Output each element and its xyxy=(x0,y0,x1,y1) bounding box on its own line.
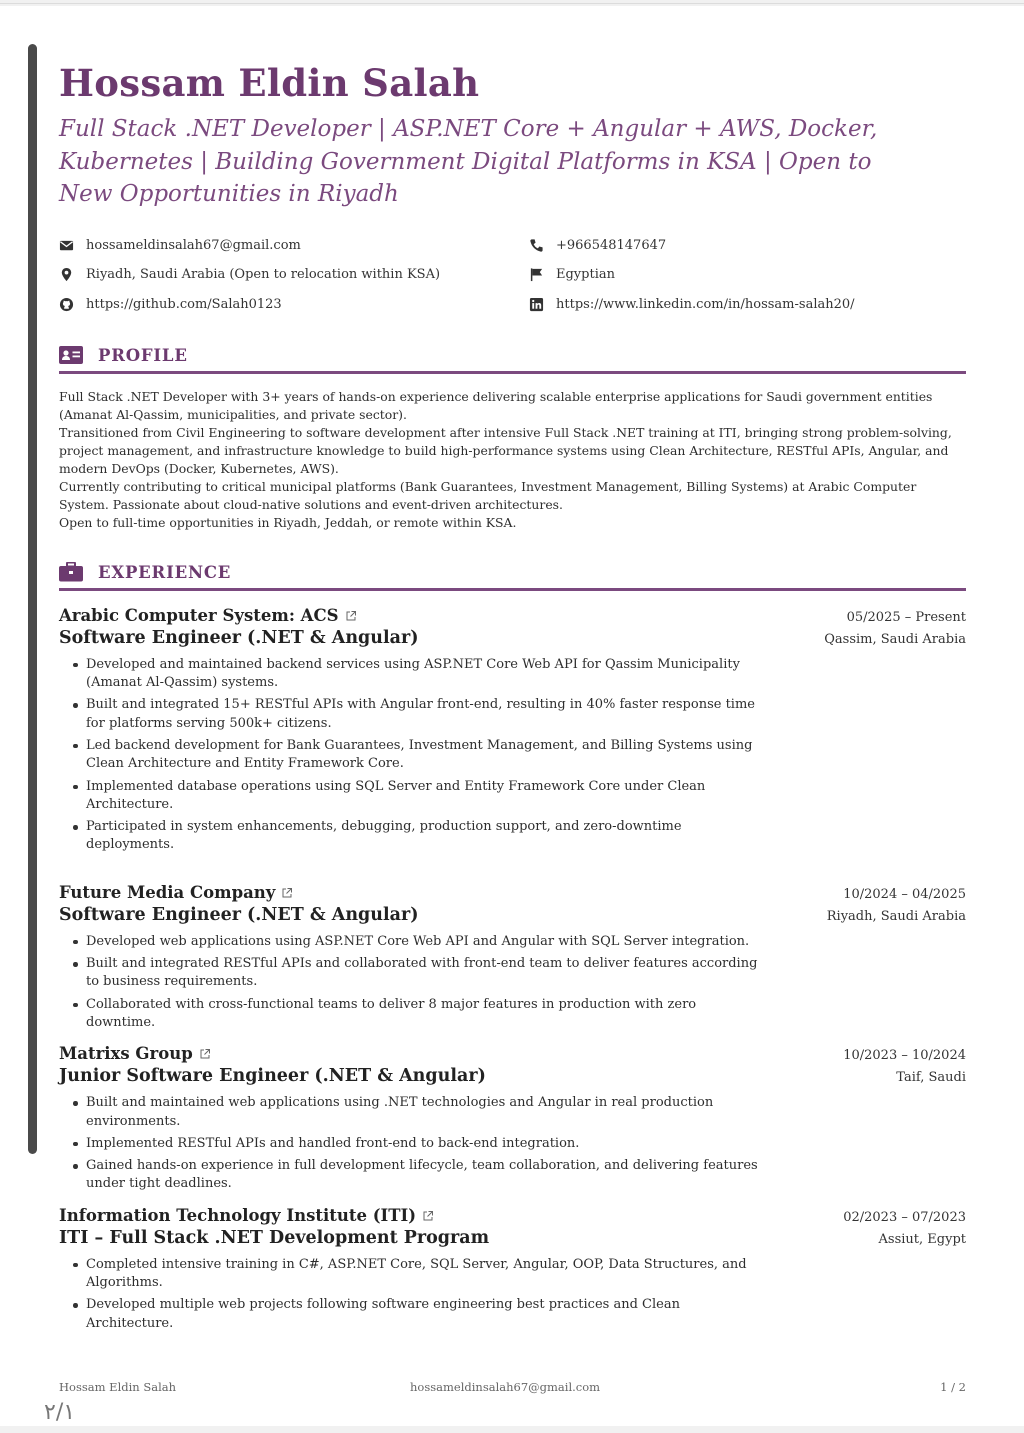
job-location: Taif, Saudi xyxy=(896,1070,966,1086)
contact-grid xyxy=(59,231,966,320)
nationality-text: Egyptian xyxy=(556,267,615,283)
footer-name: Hossam Eldin Salah xyxy=(59,1380,177,1394)
job-role: Software Engineer (.NET & Angular) xyxy=(59,904,419,925)
job-bullet: Collaborated with cross-functional teams to deliver 8 major features in production with zero downtime. xyxy=(73,996,759,1033)
company-name[interactable] xyxy=(59,881,293,904)
company-name[interactable] xyxy=(59,1204,434,1227)
phone-text: +966548147647 xyxy=(556,237,667,253)
experience-divider xyxy=(59,588,966,591)
company-name[interactable] xyxy=(59,1042,211,1065)
job-location: Riyadh, Saudi Arabia xyxy=(826,908,966,924)
contact-nationality xyxy=(529,260,966,290)
external-link-icon[interactable] xyxy=(422,1210,434,1222)
job-bullet: Developed and maintained backend services using ASP.NET Core Web API for Qassim Municipality (Amanat Al-Qassim) systems. xyxy=(73,656,759,693)
job-location: Qassim, Saudi Arabia xyxy=(824,631,966,647)
page-indicator: ٢/١ xyxy=(44,1400,76,1425)
job-bullet: Implemented database operations using SQL Server and Entity Framework Core under Clean Architecture. xyxy=(73,778,759,815)
job-entry xyxy=(59,604,966,855)
job-entry xyxy=(59,1204,966,1333)
profile-section-header xyxy=(59,345,966,365)
company-name-text: Arabic Computer System: ACS xyxy=(59,605,339,625)
headline: Full Stack .NET Developer | ASP.NET Core + Angular + AWS, Docker, Kubernetes | Building Government Digital Platforms in KSA | Open to New Opportunities in Riyadh xyxy=(59,116,878,207)
profile-summary xyxy=(59,388,966,533)
job-bullet: Built and integrated 15+ RESTful APIs with Angular front-end, resulting in 40% faster response time for platforms serving 500k+ citizens. xyxy=(73,696,759,733)
resume-content xyxy=(59,60,966,1337)
email-text: hossameldinsalah67@gmail.com xyxy=(86,237,301,253)
job-date: 05/2025 – Present xyxy=(846,609,966,625)
map-pin-icon xyxy=(59,267,74,282)
job-entry xyxy=(59,881,966,1032)
external-link-icon[interactable] xyxy=(345,610,357,622)
job-date: 10/2024 – 04/2025 xyxy=(843,886,966,902)
linkedin-link: https://www.linkedin.com/in/hossam-salah20/ xyxy=(556,296,855,312)
company-name-text: Information Technology Institute (ITI) xyxy=(59,1205,417,1225)
job-bullet: Participated in system enhancements, debugging, production support, and zero-downtime deployments. xyxy=(73,818,759,855)
job-bullet: Built and integrated RESTful APIs and collaborated with front-end team to deliver features according to business requirements. xyxy=(73,955,759,992)
contact-github[interactable] xyxy=(59,290,529,320)
company-name-text: Matrixs Group xyxy=(59,1044,193,1064)
experience-title: EXPERIENCE xyxy=(98,562,232,582)
company-name-text: Future Media Company xyxy=(59,882,276,902)
external-link-icon[interactable] xyxy=(281,887,293,899)
linkedin-icon xyxy=(529,297,544,312)
profile-divider xyxy=(59,371,966,374)
candidate-name: Hossam Eldin Salah xyxy=(59,61,480,105)
contact-email[interactable] xyxy=(59,231,529,261)
job-location: Assiut, Egypt xyxy=(878,1231,966,1247)
job-role: Junior Software Engineer (.NET & Angular) xyxy=(59,1066,486,1087)
job-role: Software Engineer (.NET & Angular) xyxy=(59,627,419,648)
location-text: Riyadh, Saudi Arabia (Open to relocation within KSA) xyxy=(86,267,441,283)
contact-phone[interactable] xyxy=(529,231,966,261)
job-bullet: Built and maintained web applications using .NET technologies and Angular in real production environments. xyxy=(73,1094,759,1131)
job-bullets xyxy=(59,933,759,1032)
briefcase-icon xyxy=(59,562,83,582)
contact-location xyxy=(59,260,529,290)
job-bullet: Completed intensive training in C#, ASP.NET Core, SQL Server, Angular, OOP, Data Structures, and Algorithms. xyxy=(73,1256,759,1293)
job-bullets xyxy=(59,656,759,855)
job-bullet: Developed web applications using ASP.NET Core Web API and Angular with SQL Server integration. xyxy=(73,933,759,951)
contact-linkedin[interactable] xyxy=(529,290,966,320)
top-border xyxy=(0,3,1024,4)
footer-email: hossameldinsalah67@gmail.com xyxy=(410,1380,601,1394)
experience-section-header xyxy=(59,562,966,582)
profile-paragraph: Full Stack .NET Developer with 3+ years of hands-on experience delivering scalable enterprise applications for Saudi government entities (Amanat Al-Qassim, municipalities, and private sector). xyxy=(59,388,933,422)
envelope-icon xyxy=(59,238,74,253)
external-link-icon[interactable] xyxy=(199,1048,211,1060)
github-icon xyxy=(59,297,74,312)
profile-paragraph: Currently contributing to critical municipal platforms (Bank Guarantees, Investment Management, Billing Systems) at Arabic Computer System. Passionate about cloud-native solutions and event-driven architectures. xyxy=(59,478,917,513)
job-bullets xyxy=(59,1256,759,1333)
footer-page-number: 1 / 2 xyxy=(940,1380,966,1394)
job-entry xyxy=(59,1042,966,1193)
flag-icon xyxy=(529,267,544,282)
page-footer xyxy=(59,1380,966,1396)
job-bullet: Developed multiple web projects following software engineering best practices and Clean Architecture. xyxy=(73,1296,759,1333)
profile-paragraph: Transitioned from Civil Engineering to software development after intensive Full Stack .NET training at ITI, bringing strong problem-solving, project management, and infrastructure knowledge to build high-performance systems using Clean Architecture, RESTful APIs, Angular, and modern DevOps (Docker, Kubernetes, AWS). xyxy=(59,424,952,476)
job-bullets xyxy=(59,1094,759,1193)
job-date: 02/2023 – 07/2023 xyxy=(843,1209,966,1225)
job-list xyxy=(59,604,966,1333)
job-role: ITI – Full Stack .NET Development Program xyxy=(59,1227,490,1248)
github-link: https://github.com/Salah0123 xyxy=(86,296,282,312)
profile-paragraph: Open to full-time opportunities in Riyadh, Jeddah, or remote within KSA. xyxy=(59,515,517,531)
job-bullet: Implemented RESTful APIs and handled front-end to back-end integration. xyxy=(73,1135,759,1153)
id-card-icon xyxy=(59,345,83,365)
scrollbar[interactable] xyxy=(28,44,37,1154)
job-bullet: Gained hands-on experience in full development lifecycle, team collaboration, and delivering features under tight deadlines. xyxy=(73,1157,759,1194)
phone-icon xyxy=(529,238,544,253)
job-bullet: Led backend development for Bank Guarantees, Investment Management, and Billing Systems using Clean Architecture and Entity Framework Core. xyxy=(73,737,759,774)
job-date: 10/2023 – 10/2024 xyxy=(843,1048,966,1064)
profile-title: PROFILE xyxy=(98,345,188,365)
company-name[interactable] xyxy=(59,604,357,627)
